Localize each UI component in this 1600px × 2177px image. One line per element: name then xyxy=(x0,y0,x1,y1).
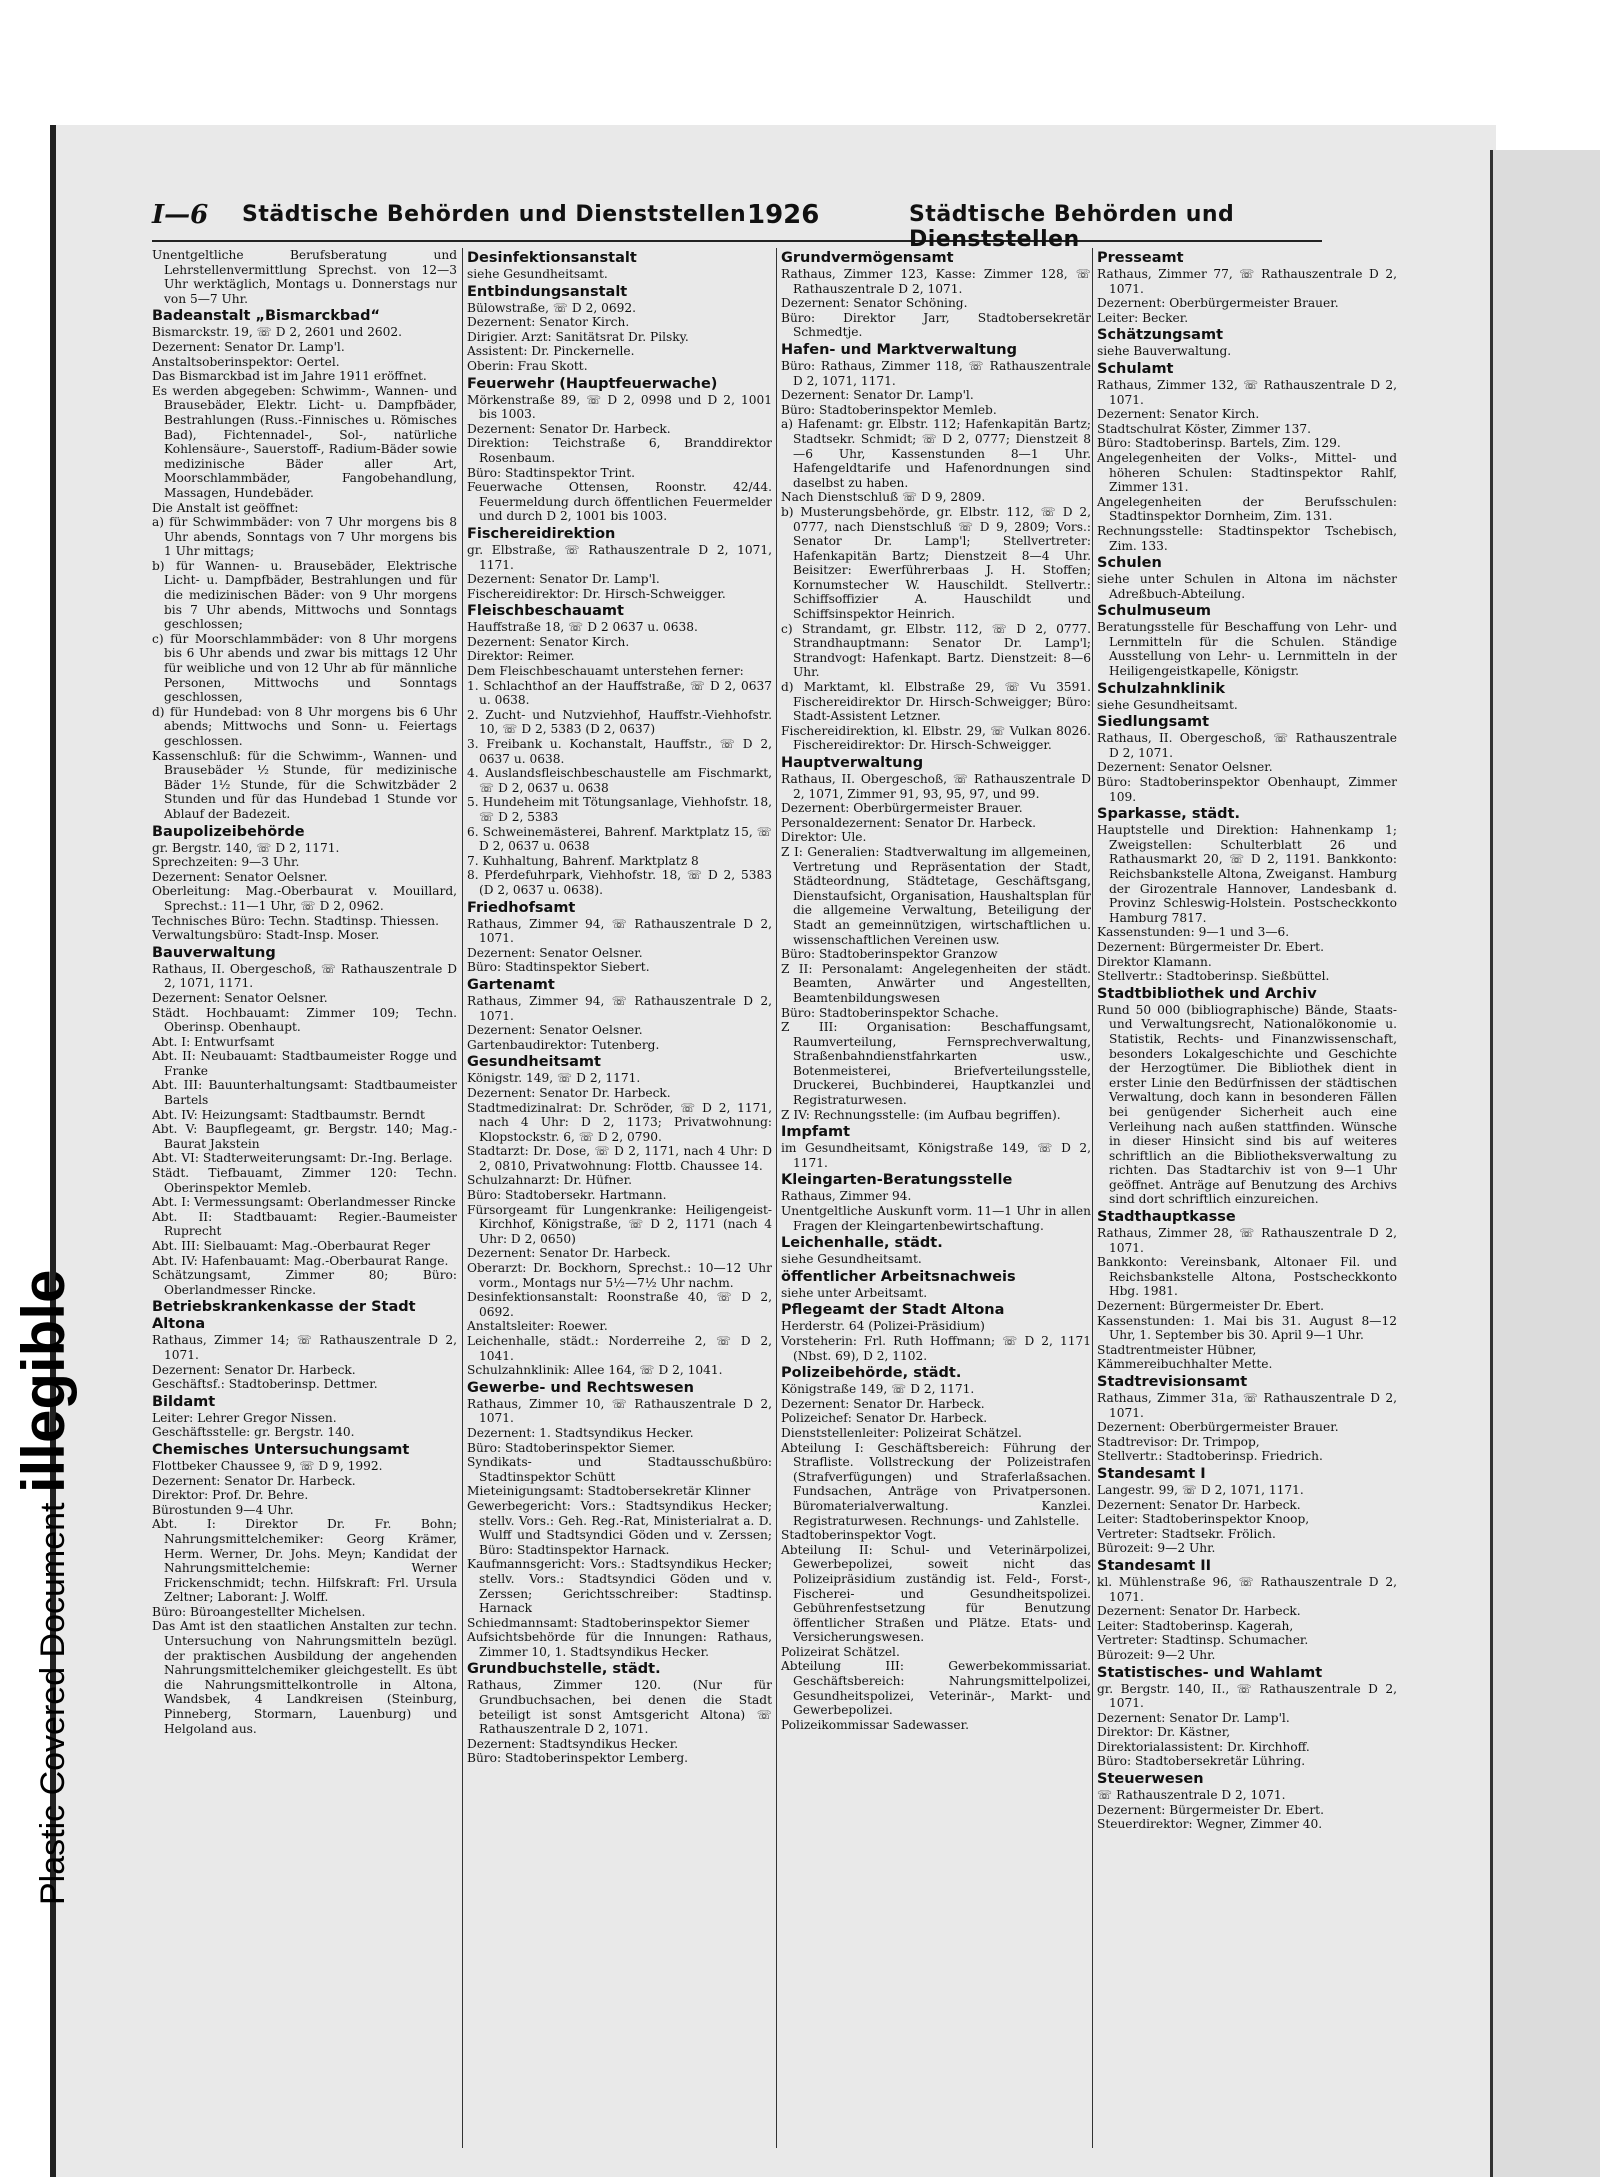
entry-text: c) für Moorschlammbäder: von 8 Uhr morgens bis 6 Uhr abends und zwar bis mittags 12 Uhr für weibliche und von 12 Uhr ab für männliche Personen, Mittwochs und Sonntags geschlossen, xyxy=(152,631,457,705)
entry-text: Kämmereibuchhalter Mette. xyxy=(1097,1357,1273,1372)
entry-text: Rathaus, Zimmer 28, ☏ Rathauszentrale D 2, 1071. xyxy=(1097,1226,1397,1255)
entry-text: d) für Hundebad: von 8 Uhr morgens bis 6 Uhr abends; Mittwochs und Sonn- u. Feiertags geschlossen. xyxy=(152,704,457,748)
section-heading: Stadthauptkasse xyxy=(1097,1209,1236,1226)
entry-text: Gewerbegericht: Vors.: Stadtsyndikus Hecker; stellv. Vors.: Geh. Reg.-Rat, Ministerialrat a. D. Wulff und Stadtsyndici Göden und v. Zerssen; Büro: Stadtinspektor Harnack. xyxy=(467,1498,772,1557)
entry-text: Büro: Stadtoberinspektor Granzow xyxy=(781,947,998,962)
entry-text: Bürostunden 9—4 Uhr. xyxy=(152,1502,294,1517)
entry-text: gr. Bergstr. 140, II., ☏ Rathauszentrale D 2, 1071. xyxy=(1097,1681,1397,1711)
entry-text: Büro: Stadtobersekr. Hartmann. xyxy=(467,1188,667,1203)
section-heading: Schätzungsamt xyxy=(1097,327,1223,344)
section-heading: Friedhofsamt xyxy=(467,899,576,916)
entry-text: Vertreter: Stadtinsp. Schumacher. xyxy=(1097,1633,1309,1648)
entry-text: Rathaus, Zimmer 77, ☏ Rathauszentrale D 2, 1071. xyxy=(1097,267,1397,296)
entry-text: Das Bismarckbad ist im Jahre 1911 eröffnet. xyxy=(152,369,427,384)
entry-text: Hauffstraße 18, ☏ D 2 0637 u. 0638. xyxy=(467,620,698,635)
entry-text: Dezernent: Senator Kirch. xyxy=(467,315,630,330)
entry-text: Dezernent: Bürgermeister Dr. Ebert. xyxy=(1097,1802,1324,1817)
section-heading: Grundvermögensamt xyxy=(781,250,954,266)
entry-text: Rathaus, Zimmer 132, ☏ Rathauszentrale D 2, 1071. xyxy=(1097,377,1397,407)
section-heading: Kleingarten-Beratungsstelle xyxy=(781,1172,1013,1189)
entry-text: Feuerwache Ottensen, Roonstr. 42/44. Feuermeldung durch öffentlichen Feuermelder und durch D 2, 1001 bis 1003. xyxy=(467,480,772,524)
entry-text: Syndikats- und Stadtausschußbüro: Stadtinspektor Schütt xyxy=(467,1455,772,1484)
entry-text: Stellvertr.: Stadtoberinsp. Friedrich. xyxy=(1097,1449,1323,1464)
entry-text: Anstaltsleiter: Roewer. xyxy=(467,1319,608,1334)
entry-text: Dezernent: Oberbürgermeister Brauer. xyxy=(781,801,1023,816)
entry-text: Nach Dienstschluß ☏ D 9, 2809. xyxy=(781,490,986,505)
entry-text: Büro: Stadtoberinspektor Lemberg. xyxy=(467,1751,689,1766)
entry-text: Städt. Hochbauamt: Zimmer 109; Techn. Oberinsp. Obenhaupt. xyxy=(152,1005,457,1035)
entry-text: Polizeirat Schätzel. xyxy=(781,1644,900,1659)
entry-text: Dirigier. Arzt: Sanitätsrat Dr. Pilsky. xyxy=(467,329,689,344)
entry-text: Rathaus, Zimmer 120. (Nur für Grundbuchsachen, bei denen die Stadt beteiligt ist sonst Amtsgericht Altona) ☏ Rathauszentrale D 2, 1071. xyxy=(467,1678,772,1737)
entry-text: Leiter: Becker. xyxy=(1097,310,1189,325)
section-heading: Statistisches- und Wahlamt xyxy=(1097,1664,1323,1681)
section-heading: Impfamt xyxy=(781,1124,851,1141)
entry-text: Direktor Klamann. xyxy=(1097,954,1212,969)
entry-text: Mieteinigungsamt: Stadtobersekretär Klinner xyxy=(467,1484,751,1499)
section-heading: Schulen xyxy=(1097,555,1162,572)
entry-text: Herderstr. 64 (Polizei-Präsidium) xyxy=(781,1319,985,1334)
entry-text: Das Amt ist den staatlichen Anstalten zur techn. Untersuchung von Nahrungsmitteln bezügl. der praktischen Ausbildung der angehenden Nahrungsmittelchemiker gleichgestellt. Es übt die Nahrungsmittelkontrolle in Altona, Wandsbek, 4 Landkreisen (Steinburg, Pinneberg, Stormarn, Lauenburg) und Helgoland aus. xyxy=(152,1619,457,1736)
entry-text: Dezernent: 1. Stadtsyndikus Hecker. xyxy=(467,1425,694,1440)
entry-text: gr. Bergstr. 140, ☏ D 2, 1171. xyxy=(152,840,340,855)
entry-text: Direktor: Reimer. xyxy=(467,649,575,664)
header-year: 1926 xyxy=(747,200,820,230)
section-heading: Standesamt I xyxy=(1097,1465,1206,1482)
entry-text: Dezernent: Senator Kirch. xyxy=(467,634,630,649)
entry-text: Kaufmannsgericht: Vors.: Stadtsyndikus Hecker; stellv. Vors.: Stadtsyndici Göden und v. Zerssen; Gerichtsschreiber: Stadtinsp. Harnack xyxy=(467,1557,772,1616)
entry-text: Bankkonto: Vereinsbank, Altonaer Fil. und Reichsbankstelle Altona, Postscheckkonto Hbg. 1981. xyxy=(1097,1255,1397,1299)
section-heading: Betriebskrankenkasse der Stadt Altona xyxy=(152,1299,416,1333)
entry-text: Abt. IV: Hafenbauamt: Mag.-Oberbaurat Range. xyxy=(152,1253,449,1268)
entry-text: Dezernent: Oberbürgermeister Brauer. xyxy=(1097,296,1339,311)
entry-text: Büro: Stadtinspektor Siebert. xyxy=(467,960,650,975)
section-heading: Chemisches Untersuchungsamt xyxy=(152,1441,410,1458)
entry-text: Abt. III: Bauunterhaltungsamt: Stadtbaumeister Bartels xyxy=(152,1078,457,1108)
entry-text: Rathaus, II. Obergeschoß, ☏ Rathauszentrale D 2, 1071. xyxy=(1097,731,1397,760)
entry-text: Oberin: Frau Skott. xyxy=(467,358,588,373)
entry-text: Stadtarzt: Dr. Dose, ☏ D 2, 1171, nach 4 Uhr: D 2, 0810, Privatwohnung: Flottb. Chaussee 14. xyxy=(467,1144,772,1173)
entry-text: Dezernent: Senator Dr. Harbeck. xyxy=(152,1362,356,1377)
entry-text: Beratungsstelle für Beschaffung von Lehr- und Lernmitteln für die Schulen. Ständige Ausstellung von Lehr- u. Lernmitteln in der Heiligengeistkapelle, Königstr. xyxy=(1097,620,1397,679)
section-heading: Pflegeamt der Stadt Altona xyxy=(781,1302,1005,1319)
entry-text: Fischereidirektion, kl. Elbstr. 29, ☏ Vulkan 8026. Fischereidirektor: Dr. Hirsch-Schweigger. xyxy=(781,723,1091,753)
entry-text: Steuerdirektor: Wegner, Zimmer 40. xyxy=(1097,1817,1323,1832)
section-heading: öffentlicher Arbeitsnachweis xyxy=(781,1268,1016,1285)
side-banner-line2: illegible xyxy=(10,1269,77,1494)
entry-text: Fürsorgeamt für Lungenkranke: Heiligengeist-Kirchhof, Königstraße, ☏ D 2, 1171 (nach 4 Uhr: D 2, 0650) xyxy=(467,1202,772,1246)
section-heading: Bildamt xyxy=(152,1393,216,1410)
entry-text: b) Musterungsbehörde, gr. Elbstr. 112, ☏ D 2, 0777, nach Dienstschluß ☏ D 9, 2809; Vors.: Senator Dr. Lamp'l; Stellvertreter: Hafenkapitän Bartz; Dienstzeit 8—4 Uhr. Beisitzer: Ewerführerbaas J. H. Stoffen; Kornumstecher W. Hauschildt. Stellvertr.: Schiffsoffizier A. Hauschildt und Schiffsinspektor Heinrich. xyxy=(781,504,1091,622)
entry-text: Direktion: Teichstraße 6, Branddirektor Rosenbaum. xyxy=(467,436,772,465)
entry-text: Dezernent: Senator Kirch. xyxy=(1097,407,1260,422)
entry-text: Bismarckstr. 19, ☏ D 2, 2601 und 2602. xyxy=(152,325,403,340)
entry-text: 3. Freibank u. Kochanstalt, Hauffstr., ☏ D 2, 0637 u. 0638. xyxy=(467,737,772,766)
entry-text: siehe Bauverwaltung. xyxy=(1097,344,1232,359)
entry-text: Rathaus, II. Obergeschoß, ☏ Rathauszentrale D 2, 1071, Zimmer 91, 93, 95, 97, und 99. xyxy=(781,772,1091,801)
entry-text: Fischereidirektor: Dr. Hirsch-Schweigger. xyxy=(467,586,726,601)
entry-text: Rathaus, Zimmer 123, Kasse: Zimmer 128, ☏ Rathauszentrale D 2, 1071. xyxy=(781,267,1091,296)
entry-text: Dezernent: Stadtsyndikus Hecker. xyxy=(467,1736,679,1751)
section-heading: Gartenamt xyxy=(467,976,555,993)
entry-text: Stadtrentmeister Hübner, xyxy=(1097,1342,1257,1357)
section-heading: Standesamt II xyxy=(1097,1557,1211,1574)
entry-text: Dezernent: Senator Dr. Lamp'l. xyxy=(467,572,660,587)
entry-text: Büro: Rathaus, Zimmer 118, ☏ Rathauszentrale D 2, 1071, 1171. xyxy=(781,358,1091,388)
entry-text: Dezernent: Senator Oelsner. xyxy=(152,869,328,884)
entry-text: Abt. II: Neubauamt: Stadtbaumeister Rogge und Franke xyxy=(152,1049,457,1078)
entry-text: Z IV: Rechnungsstelle: (im Aufbau begriffen). xyxy=(781,1107,1061,1122)
entry-text: Dezernent: Senator Schöning. xyxy=(781,296,968,311)
entry-text: kl. Mühlenstraße 96, ☏ Rathauszentrale D 2, 1071. xyxy=(1097,1574,1397,1604)
side-banner-label xyxy=(10,1269,77,1905)
entry-text: Leiter: Stadtoberinsp. Kagerah, xyxy=(1097,1618,1294,1633)
entry-text: Rathaus, Zimmer 94, ☏ Rathauszentrale D 2, 1071. xyxy=(467,993,772,1023)
section-heading: Stadtbibliothek und Archiv xyxy=(1097,985,1317,1002)
entry-text: Rechnungsstelle: Stadtinspektor Tschebisch, Zim. 133. xyxy=(1097,523,1397,553)
entry-text: Büro: Stadtinspektor Trint. xyxy=(467,465,635,480)
entry-text: Stadtoberinspektor Vogt. xyxy=(781,1528,937,1543)
entry-text: Schätzungsamt, Zimmer 80; Büro: Oberlandmesser Rincke. xyxy=(152,1268,457,1297)
text-column-3 xyxy=(776,248,1091,2148)
entry-text: Dezernent: Senator Dr. Lamp'l. xyxy=(152,339,345,354)
section-heading: Stadtrevisionsamt xyxy=(1097,1374,1248,1390)
entry-text: Bürozeit: 9—2 Uhr. xyxy=(1097,1541,1216,1556)
entry-text: Kassenstunden: 9—1 und 3—6. xyxy=(1097,925,1290,940)
entry-text: Schiedmannsamt: Stadtoberinspektor Siemer xyxy=(467,1615,750,1630)
entry-text: Kassenschluß: für die Schwimm-, Wannen- und Brausebäder ½ Stunde, für medizinische Bäder 1½ Stunde, für die Schwitzbäder 2 Stunden und für das Hundebad 1 Stunde vor Ablauf der Badezeit. xyxy=(152,748,457,821)
text-column-2 xyxy=(462,248,772,2148)
section-heading: Fischereidirektion xyxy=(467,525,616,542)
entry-text: Direktorialassistent: Dr. Kirchhoff. xyxy=(1097,1739,1310,1754)
section-heading: Hauptverwaltung xyxy=(781,755,924,771)
entry-text: 1. Schlachthof an der Hauffstraße, ☏ D 2, 0637 u. 0638. xyxy=(467,678,772,708)
entry-text: Dienststellenleiter: Polizeirat Schätzel. xyxy=(781,1425,1022,1440)
entry-text: Abteilung II: Schul- und Veterinärpolizei, Gewerbepolizei, soweit nicht das Polizeipräsidium zuständig ist. Feld-, Forst-, Fischerei- und Gesundheitspolizei. Gebührenfestsetzung für Benutzung öffentlicher Straßen und Plätze. Etats- und Versicherungswesen. xyxy=(781,1542,1091,1645)
entry-text: Verwaltungsbüro: Stadt-Insp. Moser. xyxy=(152,928,380,943)
entry-text: Abt. VI: Stadterweiterungsamt: Dr.-Ing. Berlage. xyxy=(152,1151,453,1166)
section-heading: Bauverwaltung xyxy=(152,944,276,961)
entry-text: Abteilung III: Gewerbekommissariat. Geschäftsbereich: Nahrungsmittelpolizei, Gesundheitspolizei, Veterinär-, Markt- und Gewerbepolizei. xyxy=(781,1659,1091,1718)
entry-text: Stellvertr.: Stadtoberinsp. Sießbüttel. xyxy=(1097,969,1330,984)
entry-text: Unentgeltliche Auskunft vorm. 11—1 Uhr in allen Fragen der Kleingartenbewirtschaftung. xyxy=(781,1204,1091,1233)
entry-text: Königstraße 149, ☏ D 2, 1171. xyxy=(781,1382,975,1397)
entry-text: a) Hafenamt: gr. Elbstr. 112; Hafenkapitän Bartz; Stadtsekr. Schmidt; ☏ D 2, 0777; Dienstzeit 8—6 Uhr, Kassenstunden 8—1 Uhr. Hafengeldtarife und Hafenordnungen sind daselbst zu haben. xyxy=(781,417,1091,490)
entry-text: Leiter: Lehrer Gregor Nissen. xyxy=(152,1410,337,1425)
entry-text: Leiter: Stadtoberinspektor Knoop, xyxy=(1097,1512,1310,1527)
entry-text: Schulzahnklinik: Allee 164, ☏ D 2, 1041. xyxy=(467,1363,723,1378)
entry-text: Flottbeker Chaussee 9, ☏ D 9, 1992. xyxy=(152,1458,383,1473)
entry-text: siehe unter Arbeitsamt. xyxy=(781,1285,928,1300)
entry-text: Polizeichef: Senator Dr. Harbeck. xyxy=(781,1411,988,1426)
entry-text: Dezernent: Senator Oelsner. xyxy=(467,945,643,960)
entry-text: Unentgeltliche Berufsberatung und Lehrstellenvermittlung Sprechst. von 12—3 Uhr werktäglich, Montags u. Donnerstags nur von 5—7 Uhr. xyxy=(152,248,457,306)
entry-text: 7. Kuhhaltung, Bahrenf. Marktplatz 8 xyxy=(467,853,699,868)
entry-text: 2. Zucht- und Nutzviehhof, Hauffstr.-Viehhofstr. 10, ☏ D 2, 5383 (D 2, 0637) xyxy=(467,707,772,737)
entry-text: Hauptstelle und Direktion: Hahnenkamp 1; Zweigstellen: Schulterblatt 26 und Rathausmarkt 20, ☏ D 2, 1191. Bankkonto: Reichsbankstelle Altona, Zweiganst. Hamburg der Girozentrale Hannover, Landesbank d. Provinz Schleswig-Holstein. Postscheckkonto Hamburg 7817. xyxy=(1097,823,1397,925)
header-right-title: Städtische Behörden und Dienststellen xyxy=(909,202,1235,252)
entry-text: 4. Auslandsfleischbeschaustelle am Fischmarkt, ☏ D 2, 0637 u. 0638 xyxy=(467,766,772,795)
entry-text: Vertreter: Stadtsekr. Frölich. xyxy=(1097,1526,1276,1541)
entry-text: Büro: Stadtoberinspektor Memleb. xyxy=(781,402,997,417)
entry-text: 5. Hundeheim mit Tötungsanlage, Viehhofstr. 18, ☏ D 2, 5383 xyxy=(467,795,772,824)
entry-text: Dem Fleischbeschauamt unterstehen ferner: xyxy=(467,664,744,679)
entry-text: Abt. I: Direktor Dr. Fr. Bohn; Nahrungsmittelchemiker: Georg Krämer, Herm. Werner, Dr. Johs. Meyn; Kandidat der Nahrungsmittelchemie: Werner Frickenschmidt; techn. Hilfskraft: Frl. Ursula Zeltner; Laborant: J. Wolff. xyxy=(152,1517,457,1605)
section-heading: Entbindungsanstalt xyxy=(467,283,628,300)
entry-text: Angelegenheiten der Volks-, Mittel- und höheren Schulen: Stadtinspektor Rahlf, Zimmer 131. xyxy=(1097,450,1397,495)
entry-text: Büro: Stadtoberinspektor Siemer. xyxy=(467,1440,676,1455)
entry-text: Abt. V: Baupflegeamt, gr. Bergstr. 140; Mag.-Baurat Jakstein xyxy=(152,1122,457,1151)
entry-text: Rathaus, Zimmer 14; ☏ Rathauszentrale D 2, 1071. xyxy=(152,1333,457,1362)
section-heading: Sparkasse, städt. xyxy=(1097,806,1241,823)
entry-text: 6. Schweinemästerei, Bahrenf. Marktplatz 15, ☏ D 2, 0637 u. 0638 xyxy=(467,824,772,854)
entry-text: Geschäftsf.: Stadtoberinsp. Dettmer. xyxy=(152,1377,378,1392)
entry-text: siehe Gesundheitsamt. xyxy=(467,267,608,281)
entry-text: Angelegenheiten der Berufsschulen: Stadtinspektor Dornheim, Zim. 131. xyxy=(1097,494,1397,524)
entry-text: Dezernent: Senator Dr. Lamp'l. xyxy=(781,388,974,403)
entry-text: Dezernent: Senator Dr. Harbeck. xyxy=(1097,1497,1301,1512)
entry-text: Assistent: Dr. Pinckernelle. xyxy=(467,344,635,359)
entry-text: a) für Schwimmbäder: von 7 Uhr morgens bis 8 Uhr abends, Sonntags von 7 Uhr morgens bis 1 Uhr mittags; xyxy=(152,515,457,559)
entry-text: Dezernent: Senator Oelsner. xyxy=(152,990,328,1005)
entry-text: Abt. II: Stadtbauamt: Regier.-Baumeister Ruprecht xyxy=(152,1209,457,1239)
entry-text: Rathaus, Zimmer 94, ☏ Rathauszentrale D 2, 1071. xyxy=(467,916,772,946)
section-heading: Desinfektionsanstalt xyxy=(467,250,637,266)
entry-text: Es werden abgegeben: Schwimm-, Wannen- und Brausebäder, Elektr. Licht- u. Dampfbäder, Bestrahlungen (Russ.-Finnisches u. Römisches Bad), Fichtennadel-, Sol-, natürliche Kohlensäure-, Sauerstoff-, Radium-Bäder sowie medizinische Bäder aller Art, Moorschlammbäder, Fangobehandlung, Massagen, Hundebäder. xyxy=(152,383,457,500)
entry-text: Dezernent: Senator Dr. Harbeck. xyxy=(467,1085,671,1100)
entry-text: Stadtrevisor: Dr. Trimpop, xyxy=(1097,1434,1260,1449)
page-header xyxy=(152,200,1322,252)
entry-text: Büro: Stadtobersekretär Lühring. xyxy=(1097,1754,1306,1769)
entry-text: Dezernent: Senator Dr. Harbeck. xyxy=(1097,1604,1301,1619)
entry-text: Rathaus, II. Obergeschoß, ☏ Rathauszentrale D 2, 1071, 1171. xyxy=(152,961,457,991)
next-page-edge xyxy=(1490,150,1600,2177)
entry-text: Rathaus, Zimmer 10, ☏ Rathauszentrale D 2, 1071. xyxy=(467,1396,772,1426)
entry-text: Abt. I: Vermessungsamt: Oberlandmesser Rincke xyxy=(152,1195,456,1210)
entry-text: Oberarzt: Dr. Bockhorn, Sprechst.: 10—12 Uhr vorm., Montags nur 5½—7½ Uhr nachm. xyxy=(467,1261,772,1290)
section-heading: Fleischbeschauamt xyxy=(467,603,624,620)
entry-text: Personaldezernent: Senator Dr. Harbeck. xyxy=(781,815,1036,830)
section-heading: Feuerwehr (Hauptfeuerwache) xyxy=(467,375,718,392)
entry-text: Dezernent: Oberbürgermeister Brauer. xyxy=(1097,1420,1339,1435)
entry-text: Dezernent: Senator Oelsner. xyxy=(467,1023,643,1038)
entry-text: gr. Elbstraße, ☏ Rathauszentrale D 2, 1071, 1171. xyxy=(467,542,772,572)
entry-text: Stadtmedizinalrat: Dr. Schröder, ☏ D 2, 1171, nach 4 Uhr: D 2, 1173; Privatwohnung: Klopstockstr. 6, ☏ D 2, 0790. xyxy=(467,1100,772,1144)
entry-text: Dezernent: Bürgermeister Dr. Ebert. xyxy=(1097,1299,1324,1314)
section-heading: Steuerwesen xyxy=(1097,1771,1204,1788)
entry-text: Technisches Büro: Techn. Stadtinsp. Thiessen. xyxy=(152,913,439,928)
section-heading: Leichenhalle, städt. xyxy=(781,1235,943,1252)
entry-text: Direktor: Ule. xyxy=(781,830,867,845)
entry-text: Königstr. 149, ☏ D 2, 1171. xyxy=(467,1071,641,1086)
page-number: I—6 xyxy=(152,200,209,230)
entry-text: Direktor: Dr. Kästner, xyxy=(1097,1725,1231,1740)
section-heading: Grundbuchstelle, städt. xyxy=(467,1661,661,1678)
entry-text: Polizeikommissar Sadewasser. xyxy=(781,1717,969,1732)
entry-text: Z I: Generalien: Stadtverwaltung im allgemeinen, Vertretung und Repräsentation der Stadt, Städteordnung, Städtetage, Geschäftsgang, Dienstaufsicht, Organisation, Haushaltsplan für die allgemeine Verwaltung, Beteiligung der Stadt an gemeinnützigen, wirtschaftlichen u. wissenschaftlichen Vereinen usw. xyxy=(781,844,1091,947)
entry-text: Abt. I: Entwurfsamt xyxy=(152,1034,275,1049)
entry-text: 8. Pferdefuhrpark, Viehhofstr. 18, ☏ D 2, 5383 (D 2, 0637 u. 0638). xyxy=(467,868,772,897)
section-heading: Presseamt xyxy=(1097,250,1184,266)
section-heading: Gesundheitsamt xyxy=(467,1054,601,1071)
entry-text: Büro: Direktor Jarr, Stadtobersekretär Schmedtje. xyxy=(781,310,1091,340)
entry-text: Desinfektionsanstalt: Roonstraße 40, ☏ D 2, 0692. xyxy=(467,1290,772,1319)
entry-text: Büro: Stadtoberinsp. Bartels, Zim. 129. xyxy=(1097,436,1341,451)
entry-text: Rathaus, Zimmer 31a, ☏ Rathauszentrale D 2, 1071. xyxy=(1097,1391,1397,1420)
entry-text: Schulzahnarzt: Dr. Hüfner. xyxy=(467,1173,632,1188)
entry-text: Anstaltsoberinspektor: Oertel. xyxy=(152,354,340,369)
section-heading: Schulmuseum xyxy=(1097,603,1211,620)
entry-text: Kassenstunden: 1. Mai bis 31. August 8—12 Uhr, 1. September bis 30. April 9—1 Uhr. xyxy=(1097,1313,1397,1343)
section-heading: Siedlungsamt xyxy=(1097,714,1210,731)
entry-text: Dezernent: Senator Dr. Harbeck. xyxy=(781,1396,985,1411)
entry-text: Bülowstraße, ☏ D 2, 0692. xyxy=(467,300,636,315)
entry-text: ☏ Rathauszentrale D 2, 1071. xyxy=(1097,1788,1286,1803)
entry-text: Dezernent: Senator Dr. Lamp'l. xyxy=(1097,1710,1290,1725)
entry-text: Geschäftsstelle: gr. Bergstr. 140. xyxy=(152,1425,355,1440)
entry-text: Dezernent: Bürgermeister Dr. Ebert. xyxy=(1097,939,1324,954)
entry-text: b) für Wannen- u. Brausebäder, Elektrische Licht- u. Dampfbäder, Bestrahlungen und für die medizinischen Bäder: von 9 Uhr morgens bis 7 Uhr abends, Mittwochs und Sonntags geschlossen; xyxy=(152,558,457,632)
section-heading: Schulzahnklinik xyxy=(1097,680,1226,697)
entry-text: Aufsichtsbehörde für die Innungen: Rathaus, Zimmer 10, 1. Stadtsyndikus Hecker. xyxy=(467,1630,772,1659)
entry-text: Die Anstalt ist geöffnet: xyxy=(152,500,299,515)
entry-text: Langestr. 99, ☏ D 2, 1071, 1171. xyxy=(1097,1482,1304,1497)
entry-text: Abt. IV: Heizungsamt: Stadtbaumstr. Berndt xyxy=(152,1107,425,1122)
entry-text: Vorsteherin: Frl. Ruth Hoffmann; ☏ D 2, 1171 (Nbst. 69), D 2, 1102. xyxy=(781,1334,1091,1363)
entry-text: Rund 50 000 (bibliographische) Bände, Staats- und Verwaltungsrecht, Nationalökonomie u. Statistik, Rechts- und Finanzwissenschaft, besonders Lokalgeschichte und Geschichte der Herzogtümer. Die Bibliothek dient in erster Linie den Bedürfnissen der städtischen Verwaltung, doch kann in besonderen Fällen bei genügender Sicherheit auch eine Verleihung nach außen stattfinden. Wünsche in dieser Hinsicht sind bis auf weiteres schriftlich an die Bibliotheksverwaltung zu richten. Das Stadtarchiv ist von 9—1 Uhr geöffnet. Anträge auf Benutzung des Archivs sind dort schriftlich einzureichen. xyxy=(1097,1002,1397,1207)
entry-text: Oberleitung: Mag.-Oberbaurat v. Mouillard, Sprechst.: 11—1 Uhr, ☏ D 2, 0962. xyxy=(152,884,457,913)
entry-text: siehe Gesundheitsamt. xyxy=(781,1252,922,1267)
entry-text: Z II: Personalamt: Angelegenheiten der städt. Beamten, Anwärter und Angestellten, Beamtenbildungswesen xyxy=(781,961,1091,1005)
section-heading: Hafen- und Marktverwaltung xyxy=(781,341,1018,358)
entry-text: Dezernent: Senator Oelsner. xyxy=(1097,760,1273,775)
entry-text: siehe unter Schulen in Altona im nächster Adreßbuch-Abteilung. xyxy=(1097,572,1397,601)
entry-text: Städt. Tiefbauamt, Zimmer 120: Techn. Oberinspektor Memleb. xyxy=(152,1166,457,1195)
entry-text: Büro: Stadtoberinspektor Schache. xyxy=(781,1005,999,1020)
entry-text: Dezernent: Senator Dr. Harbeck. xyxy=(467,421,671,436)
entry-text: c) Strandamt, gr. Elbstr. 112, ☏ D 2, 0777. Strandhauptmann: Senator Dr. Lamp'l; Strandvogt: Hafenkapt. Bartz. Dienstzeit: 8—6 Uhr. xyxy=(781,621,1091,680)
header-left-title: Städtische Behörden und Dienststellen xyxy=(242,202,747,227)
entry-text: Mörkenstraße 89, ☏ D 2, 0998 und D 2, 1001 bis 1003. xyxy=(467,392,772,422)
entry-text: Abteilung I: Geschäftsbereich: Führung der Strafliste. Vollstreckung der Polizeistrafen (Strafverfügungen) und Straferlaßsachen. Fundsachen, Anträge von Privatpersonen. Büromaterialverwaltung. Kanzlei. Registraturwesen. Rechnungs- und Zahlstelle. xyxy=(781,1440,1091,1528)
entry-text: d) Marktamt, kl. Elbstraße 29, ☏ Vu 3591. Fischereidirektor Dr. Hirsch-Schweigger; Büro: Stadt-Assistent Letzner. xyxy=(781,680,1091,724)
text-column-1 xyxy=(152,248,457,2148)
section-heading: Polizeibehörde, städt. xyxy=(781,1365,962,1382)
entry-text: Rathaus, Zimmer 94. xyxy=(781,1189,912,1204)
entry-text: Büro: Büroangestellter Michelsen. xyxy=(152,1604,366,1619)
section-heading: Schulamt xyxy=(1097,360,1174,377)
entry-text: Abt. III: Sielbauamt: Mag.-Oberbaurat Reger xyxy=(152,1239,431,1253)
text-column-4 xyxy=(1092,248,1397,2148)
entry-text: Sprechzeiten: 9—3 Uhr. xyxy=(152,855,300,870)
entry-text: siehe Gesundheitsamt. xyxy=(1097,697,1238,712)
section-heading: Gewerbe- und Rechtswesen xyxy=(467,1379,694,1396)
entry-text: Bürozeit: 9—2 Uhr. xyxy=(1097,1647,1216,1662)
entry-text: Büro: Stadtoberinspektor Obenhaupt, Zimmer 109. xyxy=(1097,775,1397,804)
entry-text: Stadtschulrat Köster, Zimmer 137. xyxy=(1097,421,1311,436)
side-banner-line1: Plastic Covered Document xyxy=(34,1502,72,1905)
entry-text: Leichenhalle, städt.: Norderreihe 2, ☏ D 2, 1041. xyxy=(467,1334,772,1363)
section-heading: Baupolizeibehörde xyxy=(152,823,305,840)
section-heading: Badeanstalt „Bismarckbad“ xyxy=(152,308,380,325)
entry-text: Dezernent: Senator Dr. Harbeck. xyxy=(152,1473,356,1488)
entry-text: Dezernent: Senator Dr. Harbeck. xyxy=(467,1246,671,1261)
entry-text: Z III: Organisation: Beschaffungsamt, Raumverteilung, Fernsprechverwaltung, Straßenbahndienstfahrkarten usw., Botenmeisterei, Briefverteilungsstelle, Druckerei, Buchbinderei, Hauptkanzlei und Registraturwesen. xyxy=(781,1020,1091,1108)
entry-text: Gartenbaudirektor: Tutenberg. xyxy=(467,1037,660,1052)
entry-text: im Gesundheitsamt, Königstraße 149, ☏ D 2, 1171. xyxy=(781,1141,1091,1170)
entry-text: Direktor: Prof. Dr. Behre. xyxy=(152,1488,309,1503)
